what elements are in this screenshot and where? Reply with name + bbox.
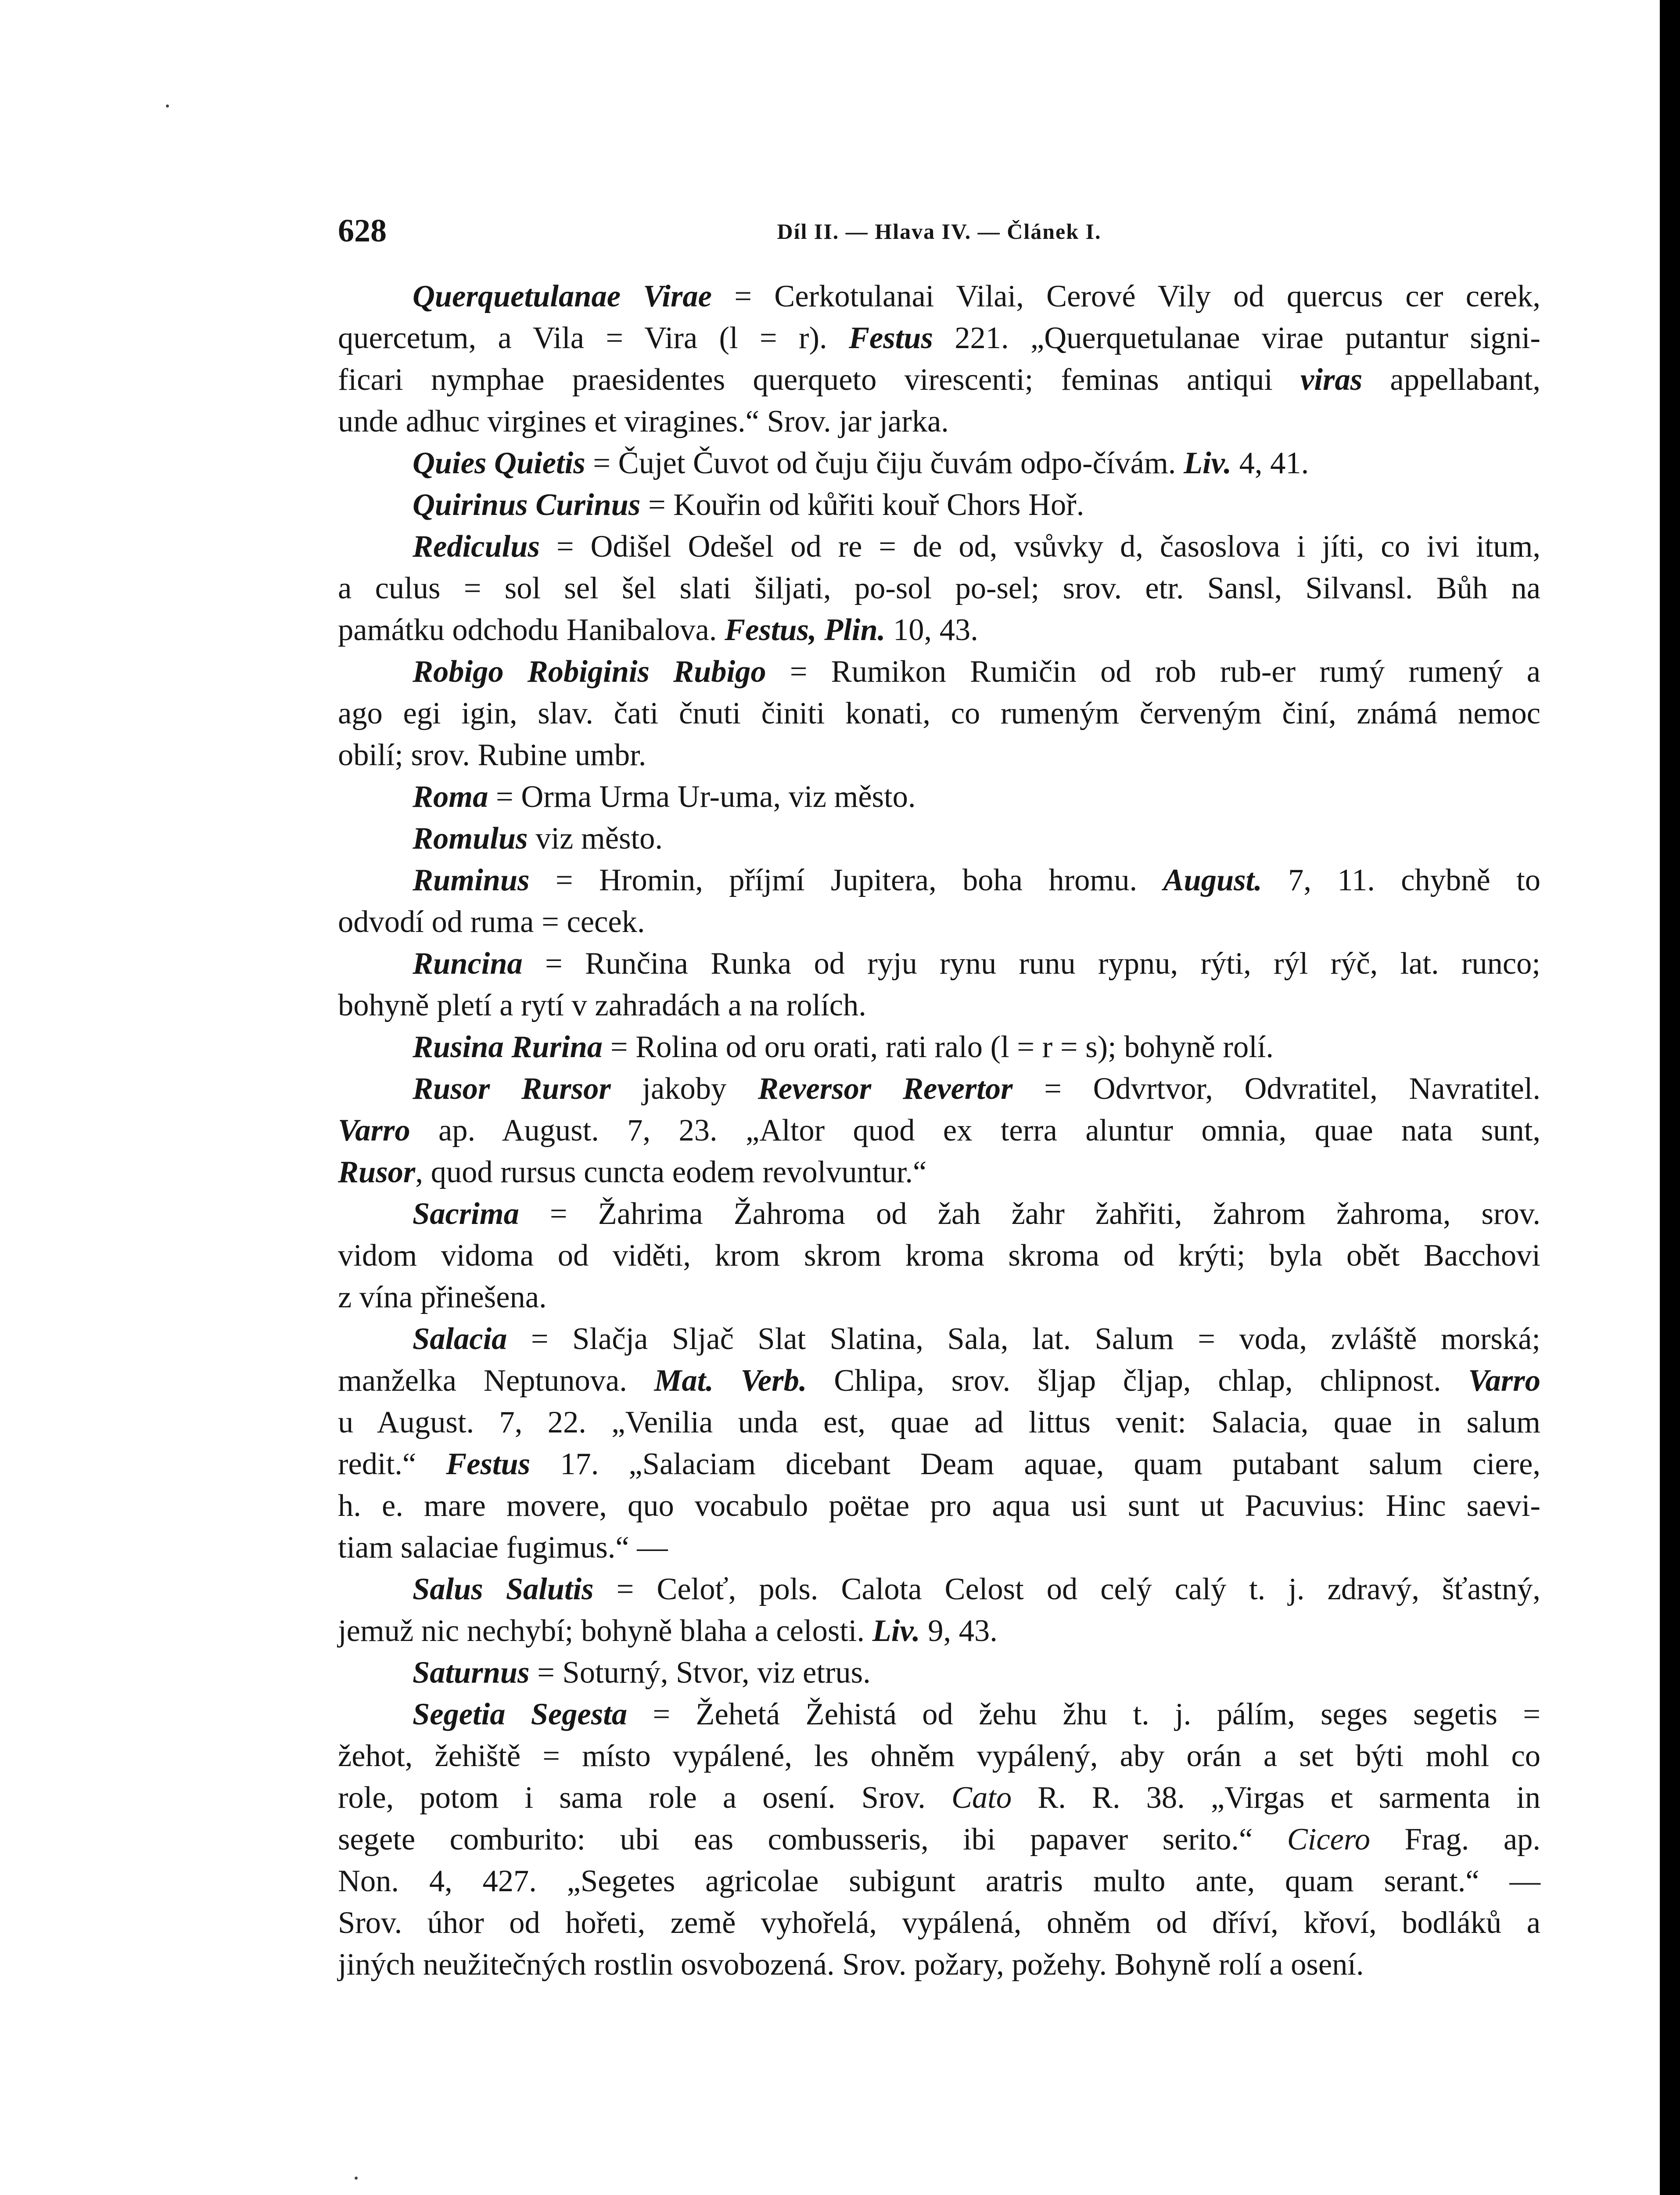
line-text: tiam salaciae fugimus.“ — [338, 1530, 668, 1565]
entry-headline [338, 1026, 1540, 1068]
running-head: Díl II. — Hlava IV. — Článek I. [777, 219, 1102, 244]
entry-line [338, 734, 1540, 776]
entry-line [338, 1777, 1540, 1819]
entry-line [338, 1860, 1540, 1902]
citation: Varro [1468, 1364, 1540, 1398]
line-text: památku odchodu Hanibalova. [338, 613, 725, 647]
citation: Varro [338, 1113, 410, 1148]
citation: Mat. Verb. [654, 1364, 807, 1398]
line-text: obilí; srov. Rubine umbr. [338, 738, 646, 772]
entry-term: Saturnus [413, 1655, 530, 1690]
line-text: jemuž nic nechybí; bohyně blaha a celosti. [338, 1614, 872, 1648]
entry-headline [338, 1569, 1540, 1610]
line-text: Srov. úhor od hořeti, země vyhořelá, vypálená, ohněm od dříví, křoví, bodláků a [338, 1906, 1540, 1940]
entry-line [338, 693, 1540, 734]
line-text: = Hromin, příjmí Jupitera, boha hromu. [529, 863, 1163, 897]
line-text: jakoby [610, 1072, 758, 1106]
entry-headline [338, 276, 1540, 317]
citation: Liv. [1184, 446, 1231, 480]
entry-line [338, 1360, 1540, 1402]
line-text: = Soturný, Stvor, viz etrus. [529, 1655, 871, 1690]
entry-line [338, 1110, 1540, 1151]
entry-line [338, 1235, 1540, 1277]
line-text: odvodí od ruma = cecek. [338, 905, 645, 939]
entry-headline [338, 484, 1540, 526]
line-text: segete comburito: ubi eas combusseris, ibi papaver serito.“ [338, 1822, 1287, 1857]
line-text: redit.“ [338, 1447, 446, 1481]
entry-term: Romulus [413, 821, 528, 856]
citation: Cato [951, 1781, 1012, 1815]
line-text: 4, 41. [1231, 446, 1309, 480]
entry-term: Ruminus [413, 863, 530, 897]
entry-line [338, 317, 1540, 359]
entry-term: Salus Salutis [413, 1572, 594, 1606]
citation: Reversor Revertor [757, 1072, 1013, 1106]
line-text: h. e. mare movere, quo vocabulo poëtae pro aqua usi sunt ut Pacuvius: Hinc saevi- [338, 1489, 1540, 1523]
entry-headline [338, 860, 1540, 901]
line-text: = Žahrima Žahroma od žah žahr žahřiti, žahrom žahroma, srov. [519, 1197, 1540, 1231]
line-text: manželka Neptunova. [338, 1364, 654, 1398]
line-text: = Cerkotulanai Vilai, Cerové Vily od quercus cer cerek, [711, 279, 1540, 313]
line-text: Chlipa, srov. šljap čljap, chlap, chlipnost. [807, 1364, 1468, 1398]
entry-line [338, 1819, 1540, 1860]
entry-line [338, 1944, 1540, 1986]
entry-headline [338, 1068, 1540, 1110]
entry-term: Quies Quietis [413, 446, 585, 480]
line-text: ago egi igin, slav. čati čnuti činiti konati, co rumeným červeným činí, známá nemoc [338, 696, 1540, 730]
line-text: = Runčina Runka od ryju rynu runu rypnu, rýti, rýl rýč, lat. runco; [522, 946, 1540, 981]
line-text: ap. August. 7, 23. „Altor quod ex terra aluntur omnia, quae nata sunt, [410, 1113, 1540, 1148]
line-text: vidom vidoma od viděti, krom skrom kroma skroma od krýti; byla obět Bacchovi [338, 1238, 1540, 1273]
entry-line [338, 1902, 1540, 1944]
line-text: 221. „Querquetulanae virae putantur signi- [933, 321, 1540, 355]
entry-line [338, 1735, 1540, 1777]
entry-line [338, 985, 1540, 1026]
citation: Liv. [872, 1614, 920, 1648]
line-text: R. R. 38. „Virgas et sarmenta in [1012, 1781, 1540, 1815]
line-text: unde adhuc virgines et viragines.“ Srov. jar jarka. [338, 404, 949, 439]
entry-line [338, 1527, 1540, 1569]
line-text: , quod rursus cuncta eodem revolvuntur.“ [415, 1155, 927, 1189]
entry-line [338, 401, 1540, 443]
entry-line [338, 1443, 1540, 1485]
line-text: = Odišel Odešel od re = de od, vsůvky d, časoslova i jíti, co ivi itum, [539, 529, 1540, 564]
line-text: bohyně pletí a rytí v zahradách a na rolích. [338, 988, 866, 1022]
entry-headline [338, 651, 1540, 693]
entry-term: Sacrima [413, 1197, 519, 1231]
entry-line [338, 1151, 1540, 1193]
entry-line [338, 1485, 1540, 1527]
page-header [338, 210, 1540, 258]
line-text: = Slačja Sljač Slat Slatina, Sala, lat. Salum = voda, zvláště morská; [507, 1322, 1540, 1356]
citation: Cicero [1287, 1822, 1370, 1857]
line-text: role, potom i sama role a osení. Srov. [338, 1781, 952, 1815]
entry-term: Roma [413, 780, 488, 814]
entry-term: Robigo Robiginis Rubigo [413, 655, 766, 689]
line-text: u August. 7, 22. „Venilia unda est, quae ad littus venit: Salacia, quae in salum [338, 1405, 1540, 1439]
entry-term: Runcina [413, 946, 523, 981]
line-text: = Rolina od oru orati, rati ralo (l = r = s); bohyně rolí. [603, 1030, 1274, 1064]
line-text: appellabant, [1362, 363, 1540, 397]
line-text: 17. „Salaciam dicebant Deam aquae, quam putabant salum ciere, [530, 1447, 1540, 1481]
line-text: quercetum, a Vila = Vira (l = r). [338, 321, 849, 355]
line-text: ficari nymphae praesidentes querqueto virescenti; feminas antiqui [338, 363, 1301, 397]
line-text: = Čujet Čuvot od čuju čiju čuvám odpo-čívám. [585, 446, 1184, 480]
entry-term: Rusor Rursor [413, 1072, 611, 1106]
citation: Festus [848, 321, 933, 355]
line-text: žehot, žehiště = místo vypálené, les ohněm vypálený, aby orán a set býti mohl co [338, 1739, 1540, 1773]
entry-line [338, 609, 1540, 651]
citation: Festus [446, 1447, 531, 1481]
line-text: 9, 43. [920, 1614, 998, 1648]
citation: viras [1300, 363, 1363, 397]
entry-headline [338, 776, 1540, 818]
line-text: jiných neužitečných rostlin osvobozená. Srov. požary, požehy. Bohyně rolí a osení. [338, 1947, 1364, 1982]
entry-line [338, 901, 1540, 943]
scan-speck [355, 2177, 358, 2180]
scan-speck [166, 104, 169, 108]
entry-headline [338, 526, 1540, 568]
entry-line [338, 1402, 1540, 1443]
entry-line [338, 568, 1540, 609]
entry-line [338, 1277, 1540, 1318]
scan-border-right [1660, 0, 1680, 2195]
line-text: = Orma Urma Ur-uma, viz město. [488, 780, 916, 814]
citation: Rusor [338, 1155, 416, 1189]
citation: Festus, Plin. [725, 613, 886, 647]
entry-term: Segetia Segesta [413, 1697, 628, 1731]
entry-term: Quirinus Curinus [413, 488, 641, 522]
line-text: = Odvrtvor, Odvratitel, Navratitel. [1012, 1072, 1540, 1106]
entry-line [338, 1610, 1540, 1652]
citation: August. [1163, 863, 1262, 897]
line-text: 7, 11. chybně to [1262, 863, 1540, 897]
entry-term: Rediculus [413, 529, 540, 564]
line-text: 10, 43. [885, 613, 978, 647]
entry-term: Querquetulanae Virae [413, 279, 712, 313]
line-text: Non. 4, 427. „Segetes agricolae subigunt aratris multo ante, quam serant.“ — [338, 1864, 1540, 1898]
line-text: viz město. [528, 821, 663, 856]
line-text: = Kouřin od kůřiti kouř Chors Hoř. [640, 488, 1084, 522]
entry-line [338, 359, 1540, 401]
line-text: z vína přinešena. [338, 1280, 547, 1314]
entry-headline [338, 1694, 1540, 1735]
line-text: a culus = sol sel šel slati šiljati, po-sol po-sel; srov. etr. Sansl, Silvansl. Bůh na [338, 571, 1540, 605]
line-text: = Rumikon Rumičin od rob rub-er rumý rumený a [766, 655, 1540, 689]
dictionary-text [338, 276, 1540, 1986]
entry-headline [338, 1652, 1540, 1694]
entry-headline [338, 443, 1540, 484]
entry-headline [338, 943, 1540, 985]
entry-headline [338, 818, 1540, 860]
line-text: = Celoť, pols. Calota Celost od celý calý t. j. zdravý, šťastný, [593, 1572, 1540, 1606]
entry-term: Rusina Rurina [413, 1030, 603, 1064]
entry-headline [338, 1318, 1540, 1360]
line-text: = Žehetá Žehistá od žehu žhu t. j. pálím, seges segetis = [627, 1697, 1540, 1731]
page-number: 628 [338, 213, 387, 249]
entry-term: Salacia [413, 1322, 507, 1356]
line-text: Frag. ap. [1370, 1822, 1540, 1857]
entry-headline [338, 1193, 1540, 1235]
